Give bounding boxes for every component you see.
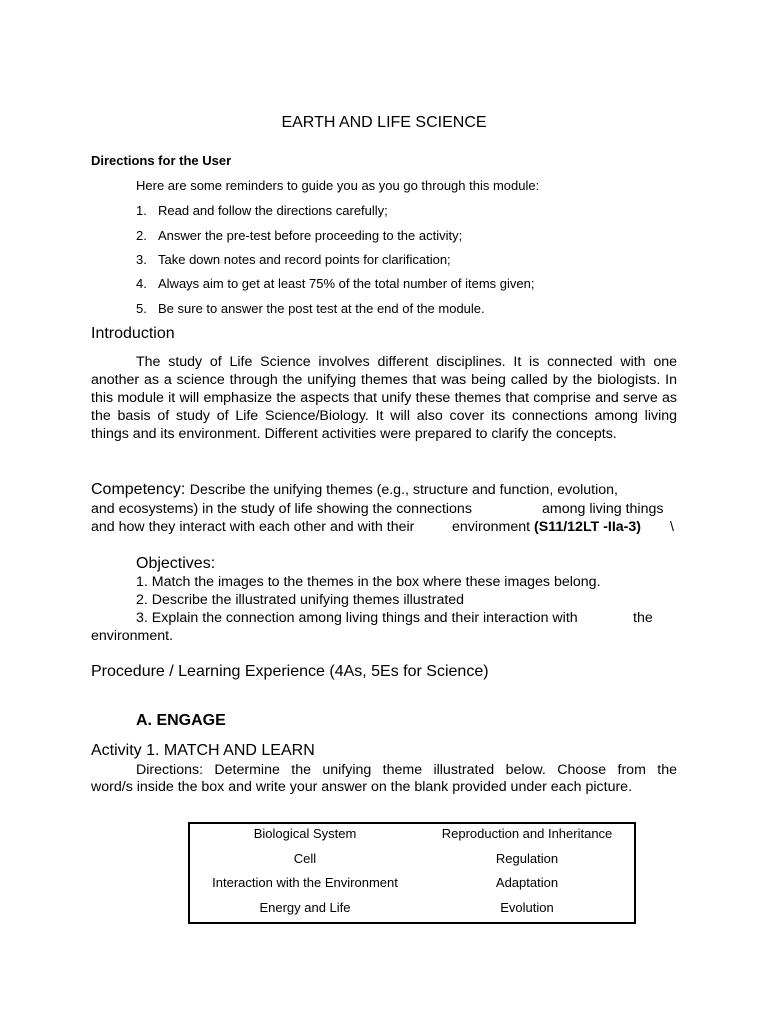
competency-line-1 (91, 481, 618, 499)
list-text: Answer the pre-test before proceeding to the activity; (158, 228, 463, 243)
list-text: Take down notes and record points for clarification; (158, 252, 451, 267)
activity-title: Activity 1. MATCH AND LEARN (91, 742, 315, 759)
objective-item-1: 1. Match the images to the themes in the box where these images belong. (136, 574, 601, 590)
list-item (136, 252, 451, 267)
objectives-heading: Objectives: (136, 555, 216, 572)
objective-item-3: 3. Explain the connection among living things and their interaction with (136, 610, 578, 626)
theme-option: Cell (293, 851, 317, 866)
directions-intro: Here are some reminders to guide you as you go through this module: (136, 178, 540, 193)
procedure-heading: Procedure / Learning Experience (4As, 5Es for Science) (91, 663, 489, 680)
theme-box (188, 822, 636, 924)
list-text: Always aim to get at least 75% of the total number of items given; (158, 276, 535, 291)
introduction-paragraph: The study of Life Science involves different disciplines. It is connected with one another as a science through the unifying themes that was being called by the biologists. In this module it will emphasize the aspects that unify these themes that comprise and serve as the basis of study of Life Science/Biology. It will also cover its connections among living things and its environment. Different activities were prepared to clarify the concepts. (91, 354, 677, 442)
list-text: Be sure to answer the post test at the end of the module. (158, 301, 485, 316)
theme-option: Biological System (253, 826, 357, 841)
theme-option: Energy and Life (259, 900, 351, 915)
theme-option: Regulation (495, 851, 559, 866)
theme-option: Interaction with the Environment (212, 875, 398, 890)
competency-line-3b (452, 519, 641, 535)
activity-directions-line-2: word/s inside the box and write your answer on the blank provided under each picture. (91, 779, 633, 795)
introduction-heading: Introduction (91, 325, 175, 342)
objective-item-2: 2. Describe the illustrated unifying themes illustrated (136, 592, 465, 608)
objective-item-3-continuation: environment. (91, 628, 174, 644)
list-number: 3. (136, 252, 147, 267)
objective-item-3-end: the (633, 610, 653, 626)
list-number: 1. (136, 203, 147, 218)
engage-heading: A. ENGAGE (136, 712, 226, 729)
list-item (136, 301, 485, 316)
list-item (136, 276, 534, 291)
list-number: 5. (136, 301, 147, 316)
list-item (136, 228, 462, 243)
list-number: 2. (136, 228, 147, 243)
list-item (136, 203, 388, 218)
competency-label: Competency: (91, 481, 186, 498)
list-number: 4. (136, 276, 147, 291)
activity-directions-line-1: Directions: Determine the unifying theme illustrated below. Choose from the (136, 762, 677, 778)
document-title: EARTH AND LIFE SCIENCE (281, 114, 487, 131)
competency-environment: environment (452, 519, 531, 535)
competency-line-2b: among living things (542, 501, 664, 517)
list-text: Read and follow the directions carefully; (158, 203, 388, 218)
competency-line-2a: and ecosystems) in the study of life showing the connections (91, 501, 472, 517)
theme-option: Reproduction and Inheritance (441, 826, 613, 841)
competency-code: (S11/12LT -IIa-3) (534, 519, 641, 535)
competency-trail: \ (670, 519, 674, 535)
theme-option: Evolution (500, 900, 554, 915)
competency-text: Describe the unifying themes (e.g., structure and function, evolution, (189, 482, 618, 498)
theme-option: Adaptation (495, 875, 559, 890)
competency-line-3a: and how they interact with each other and with their (91, 519, 415, 535)
directions-heading: Directions for the User (91, 153, 232, 168)
